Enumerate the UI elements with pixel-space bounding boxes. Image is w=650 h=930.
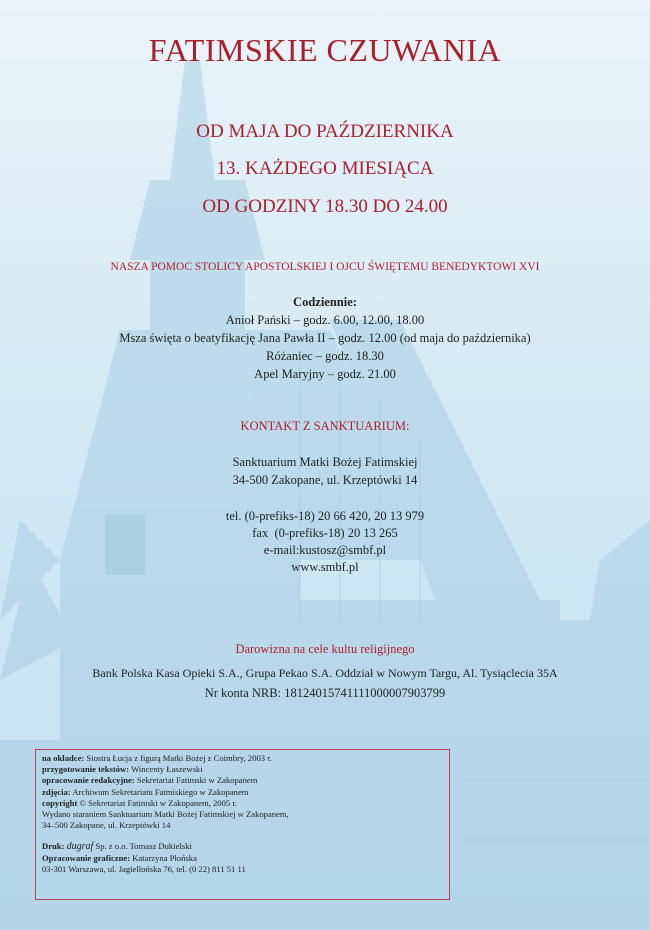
contact-heading: KONTAKT Z SANKTUARIUM:	[240, 419, 410, 433]
credits-published-line1: Wydano staraniem Sanktuarium Matki Bożej Fatimskiej w Zakopanem,	[42, 809, 289, 820]
printer-logo: dugraf	[66, 841, 94, 853]
contact-email[interactable]: e-mail:kustosz@smbf.pl	[263, 543, 387, 557]
schedule-line-hours: OD GODZINY 18.30 DO 24.00	[202, 196, 448, 217]
page-title: FATIMSKIE CZUWANIA	[148, 32, 502, 68]
contact-website[interactable]: www.smbf.pl	[291, 560, 359, 574]
schedule-line-day: 13. KAŻDEGO MIESIĄCA	[216, 158, 434, 179]
contact-phone: tel. (0-prefiks-18) 20 66 420, 20 13 979	[225, 509, 425, 523]
support-heading: NASZA POMOC STOLICY APOSTOLSKIEJ I OJCU ŚWIĘTEMU BENEDYKTOWI XVI	[110, 261, 540, 273]
contact-fax: fax (0-prefiks-18) 20 13 265	[252, 526, 398, 540]
daily-item-rosary: Różaniec – godz. 18.30	[266, 349, 384, 363]
credits-published-line2: 34–500 Zakopane, ul. Krzeptówki 14	[42, 820, 171, 831]
schedule-line-months: OD MAJA DO PAŹDZIERNIKA	[196, 121, 454, 142]
credits-box	[35, 749, 450, 900]
donation-bank: Bank Polska Kasa Opieki S.A., Grupa Pekao S.A. Oddział w Nowym Targu, Al. Tysiąclecia 35A	[92, 666, 558, 680]
credits-cover: na okładce: Siostra Łucja z figurą Matki Bożej z Coimbry, 2003 r.	[42, 753, 272, 763]
credits-graphic: Opracowanie graficzne: Katarzyna Płońska	[42, 852, 197, 863]
credits-texts: przygotowanie tekstów: Wincenty Łaszewski	[42, 764, 203, 775]
daily-heading: Codziennie:	[293, 295, 357, 309]
contact-address-line1: Sanktuarium Matki Bożej Fatimskiej	[232, 455, 418, 469]
daily-item-mass: Msza święta o beatyfikację Jana Pawła II – godz. 12.00 (od maja do października)	[119, 331, 531, 345]
contact-address-line2: 34-500 Zakopane, ul. Krzeptówki 14	[232, 473, 418, 487]
daily-item-appeal: Apel Maryjny – godz. 21.00	[254, 367, 396, 381]
daily-item-angelus: Anioł Pański – godz. 6.00, 12.00, 18.00	[225, 313, 425, 327]
credits-print: Druk: dugraf Sp. z o.o. Tomasz Dukielski	[42, 841, 192, 853]
credits-copyright: copyright © Sekretariat Fatimski w Zakopanem, 2005 r.	[42, 797, 237, 808]
credits-photos: zdjęcia: Archiwum Sekretariatu Fatmiskiego w Zakopanem	[42, 786, 249, 797]
credits-editing: opracowanie redakcyjne: Sekretariat Fatimski w Zakopanem	[42, 775, 258, 786]
credits-print-address: 03-301 Warszawa, ul. Jagiellońska 76, tel. (0 22) 811 51 11	[42, 863, 246, 874]
donation-heading: Darowizna na cele kultu religijnego	[235, 642, 415, 656]
donation-account: Nr konta NRB: 18124015741111000007903799	[204, 686, 446, 700]
